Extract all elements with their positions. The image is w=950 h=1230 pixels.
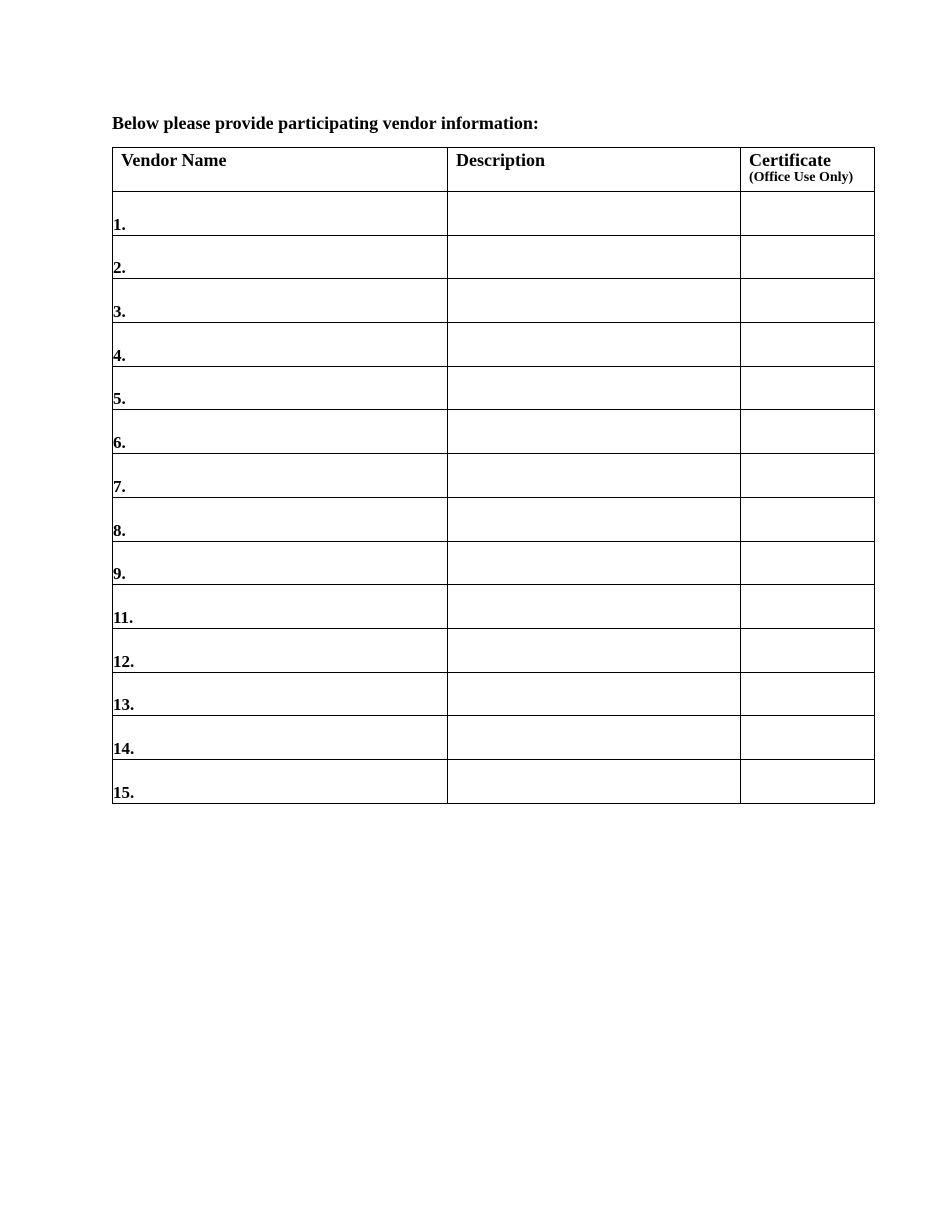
vendor-name-cell[interactable]: 15. <box>113 759 448 803</box>
vendor-name-cell[interactable]: 6. <box>113 410 448 454</box>
certificate-cell <box>741 497 875 541</box>
description-cell[interactable] <box>448 716 741 760</box>
table-row <box>113 366 875 410</box>
table-row <box>113 454 875 498</box>
table-row <box>113 235 875 279</box>
vendor-name-cell[interactable]: 14. <box>113 716 448 760</box>
vendor-name-cell[interactable]: 7. <box>113 454 448 498</box>
certificate-cell <box>741 585 875 629</box>
certificate-cell <box>741 628 875 672</box>
table-row <box>113 672 875 716</box>
description-cell[interactable] <box>448 366 741 410</box>
description-cell[interactable] <box>448 759 741 803</box>
table-row <box>113 279 875 323</box>
table-row <box>113 585 875 629</box>
vendor-name-cell[interactable]: 8. <box>113 497 448 541</box>
description-cell[interactable] <box>448 323 741 367</box>
vendor-name-cell[interactable]: 1. <box>113 192 448 236</box>
vendor-name-cell[interactable]: 4. <box>113 323 448 367</box>
certificate-header-label: Certificate <box>749 150 831 170</box>
certificate-cell <box>741 235 875 279</box>
certificate-cell <box>741 716 875 760</box>
description-cell[interactable] <box>448 585 741 629</box>
vendor-name-cell[interactable]: 2. <box>113 235 448 279</box>
table-row <box>113 759 875 803</box>
vendor-name-cell[interactable]: 5. <box>113 366 448 410</box>
description-cell[interactable] <box>448 628 741 672</box>
table-row <box>113 192 875 236</box>
certificate-cell <box>741 323 875 367</box>
certificate-cell <box>741 759 875 803</box>
vendor-table <box>112 147 875 804</box>
table-row <box>113 497 875 541</box>
description-cell[interactable] <box>448 235 741 279</box>
certificate-office-use-note: (Office Use Only) <box>749 170 854 185</box>
table-row <box>113 541 875 585</box>
vendor-name-cell[interactable]: 3. <box>113 279 448 323</box>
certificate-cell <box>741 541 875 585</box>
certificate-cell <box>741 454 875 498</box>
certificate-header <box>741 148 875 192</box>
description-cell[interactable] <box>448 454 741 498</box>
description-cell[interactable] <box>448 279 741 323</box>
vendor-name-cell[interactable]: 11. <box>113 585 448 629</box>
description-header: Description <box>448 148 741 192</box>
vendor-name-header: Vendor Name <box>113 148 448 192</box>
description-cell[interactable] <box>448 192 741 236</box>
table-row <box>113 410 875 454</box>
header-row <box>113 148 875 192</box>
table-row <box>113 323 875 367</box>
description-cell[interactable] <box>448 541 741 585</box>
certificate-cell <box>741 279 875 323</box>
table-row <box>113 628 875 672</box>
instructions-text: Below please provide participating vendor information: <box>112 113 539 133</box>
description-cell[interactable] <box>448 672 741 716</box>
certificate-cell <box>741 672 875 716</box>
table-row <box>113 716 875 760</box>
description-cell[interactable] <box>448 410 741 454</box>
vendor-name-cell[interactable]: 13. <box>113 672 448 716</box>
vendor-name-cell[interactable]: 9. <box>113 541 448 585</box>
vendor-name-cell[interactable]: 12. <box>113 628 448 672</box>
certificate-cell <box>741 366 875 410</box>
certificate-cell <box>741 410 875 454</box>
certificate-cell <box>741 192 875 236</box>
description-cell[interactable] <box>448 497 741 541</box>
